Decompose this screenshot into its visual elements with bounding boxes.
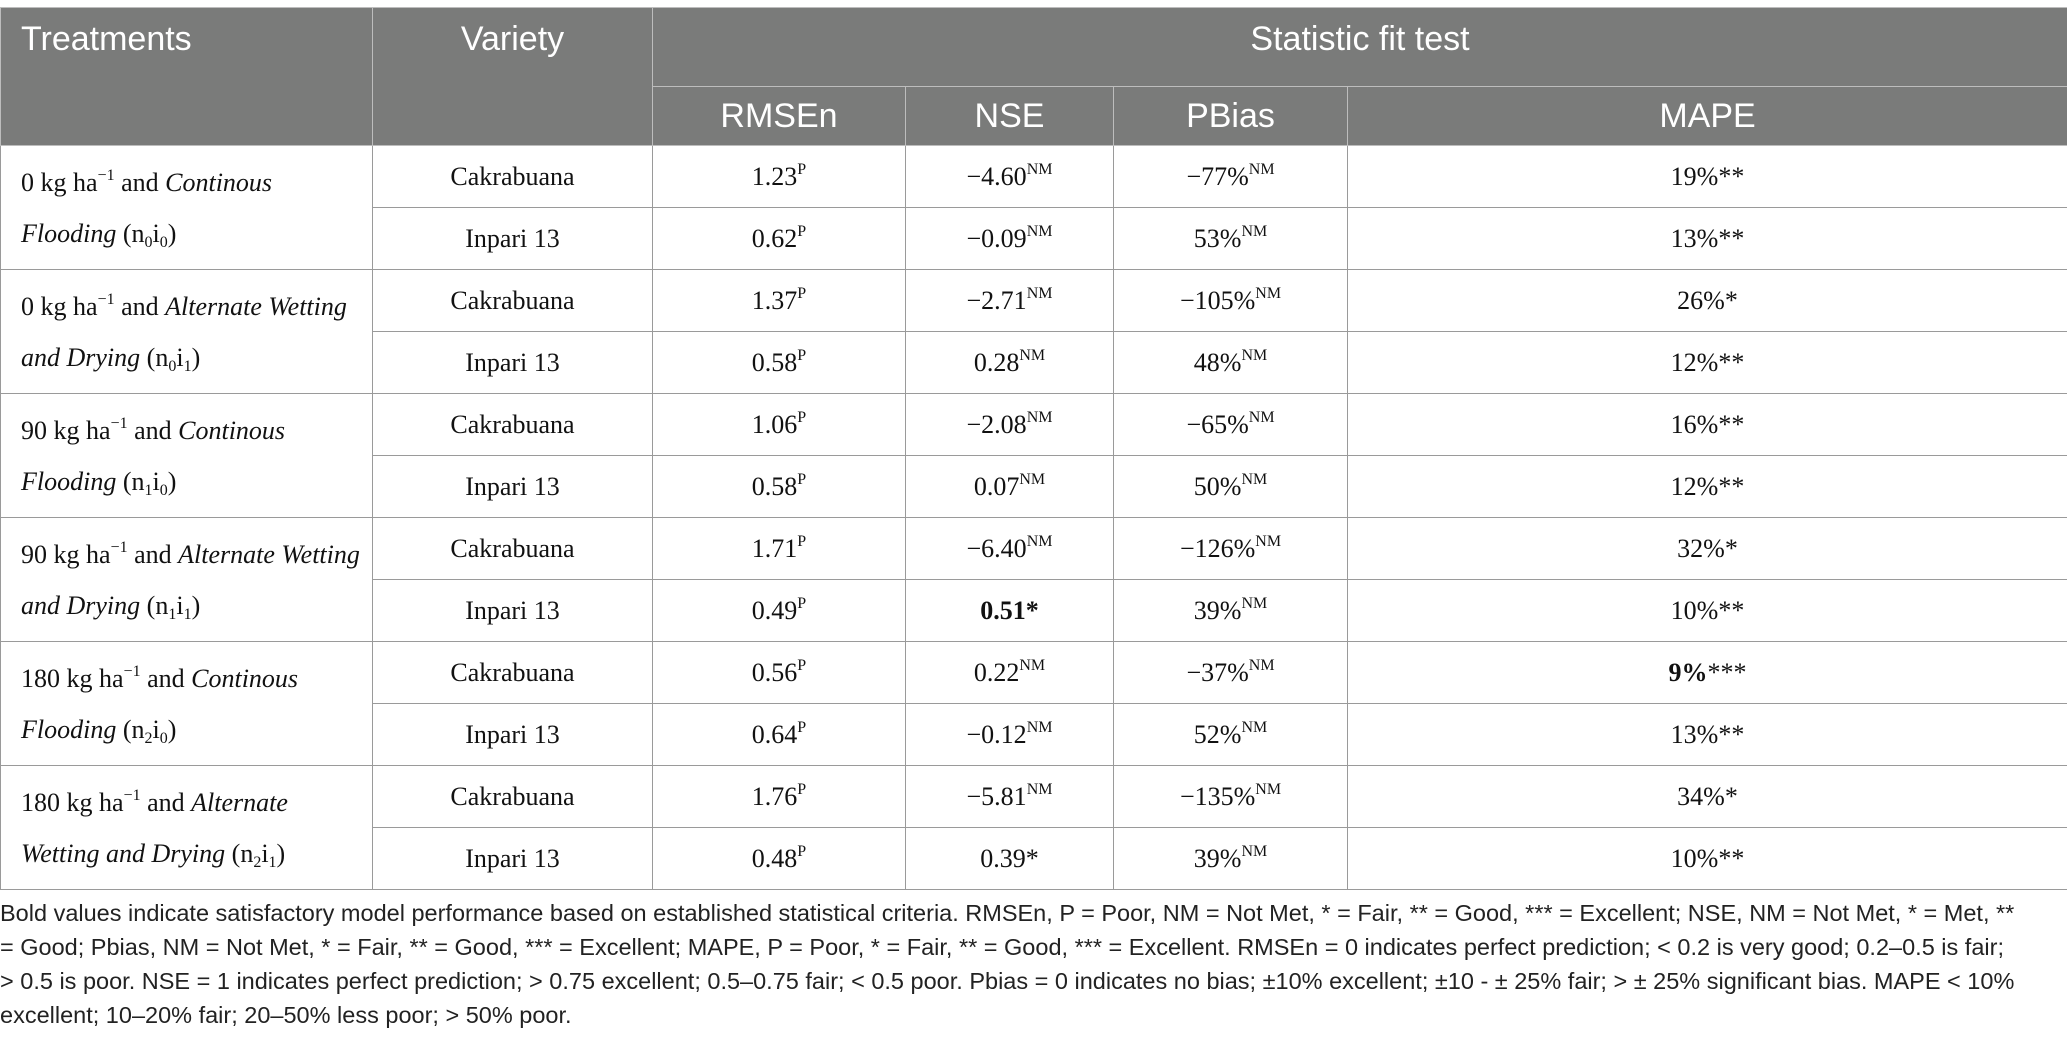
pbias-cell-rating: NM [1255,284,1282,302]
rmsen-cell-value: 0.56 [751,657,798,687]
nse-cell-rating: NM [1026,408,1053,426]
treatment-code-letter: n [131,714,145,744]
rmsen-cell [653,828,906,890]
mape-cell [1348,146,2067,208]
mape-cell-rating: ** [1718,223,1745,253]
nse-cell [906,270,1114,332]
pbias-cell-value: −135% [1179,781,1256,811]
mape-cell-rating: ** [1718,471,1745,501]
pbias-cell-rating: NM [1241,594,1268,612]
rmsen-cell-rating: P [797,656,807,674]
mape-cell-rating: ** [1718,843,1745,873]
rmsen-cell-value: 0.58 [751,471,798,501]
rmsen-cell-rating: P [797,160,807,178]
pbias-cell-rating: NM [1248,160,1275,178]
treatment-code-index: 2 [144,729,153,747]
treatment-method: Alternate Wetting and Drying [21,291,347,372]
rmsen-cell [653,580,906,642]
rmsen-cell-value: 1.23 [751,161,798,191]
treatment-method: Alternate Wetting and Drying [21,539,360,620]
treatment-dose-exponent: −1 [123,662,141,680]
mape-cell-value: 12% [1670,471,1719,501]
rmsen-cell [653,766,906,828]
pbias-cell-rating: NM [1255,780,1282,798]
treatment-code-index: 0 [159,233,168,251]
nse-cell [906,704,1114,766]
nse-cell-value: −2.08 [966,409,1027,439]
pbias-cell [1114,580,1348,642]
mape-cell-value: 12% [1670,347,1719,377]
treatment-and: and [114,167,166,197]
treatment-dose-exponent: −1 [97,166,115,184]
rmsen-cell-value: 1.76 [751,781,798,811]
variety-cell: Inpari 13 [373,828,653,890]
treatment-cell: 180 kg $ha^{-1}$ and Alternate Wetting and Drying $(n_2i_1)$ [1,766,373,890]
rmsen-cell-rating: P [797,842,807,860]
treatment-method: Continous Flooding [21,415,286,496]
header-mape: MAPE [1348,87,2067,146]
variety-cell: Inpari 13 [373,704,653,766]
pbias-cell-rating: NM [1248,408,1275,426]
treatment-method: Alternate Wetting and Drying [21,787,288,868]
treatment-code-index: 1 [144,481,153,499]
treatment-code-letter: i [261,838,269,868]
treatment-code-letter: i [176,342,184,372]
table-row [1,518,2067,580]
rmsen-cell [653,456,906,518]
variety-cell: Inpari 13 [373,208,653,270]
rmsen-cell [653,146,906,208]
treatment-and: and [127,415,179,445]
pbias-cell-rating: NM [1248,656,1275,674]
rmsen-cell [653,704,906,766]
treatment-cell: 0 kg $ha^{-1}$ and Continous Flooding $(n_0i_0)$ [1,146,373,270]
treatment-dose-exponent: −1 [110,538,128,556]
treatment-dose: 90 kg ha [21,539,111,569]
nse-cell-rating: NM [1026,532,1053,550]
pbias-cell [1114,518,1348,580]
rmsen-cell [653,642,906,704]
pbias-cell-rating: NM [1241,718,1268,736]
pbias-cell-value: 52% [1193,719,1242,749]
treatment-code-index: 0 [159,729,168,747]
pbias-cell [1114,456,1348,518]
treatment-code-index: 0 [144,233,153,251]
nse-cell-value: −4.60 [966,161,1027,191]
pbias-cell-rating: NM [1241,346,1268,364]
treatment-code-letter: i [176,590,184,620]
nse-cell-rating: NM [1019,470,1046,488]
nse-cell [906,208,1114,270]
nse-cell-value: 0.39* [980,843,1039,873]
nse-cell [906,518,1114,580]
pbias-cell [1114,146,1348,208]
treatment-dose-exponent: −1 [123,786,141,804]
treatment-code-letter: i [152,714,160,744]
pbias-cell-value: 53% [1193,223,1242,253]
pbias-cell-rating: NM [1241,842,1268,860]
nse-cell-value: −6.40 [966,533,1027,563]
pbias-cell [1114,332,1348,394]
treatment-code-letter: n [155,342,169,372]
table-row [1,270,2067,332]
header-pbias: PBias [1114,87,1348,146]
mape-cell-value: 13% [1670,223,1719,253]
mape-cell-value: 13% [1670,719,1719,749]
table-body [1,146,2067,890]
header-rmsen: RMSEn [653,87,906,146]
pbias-cell-value: 48% [1193,347,1242,377]
rmsen-cell-rating: P [797,408,807,426]
rmsen-cell [653,518,906,580]
nse-cell [906,394,1114,456]
mape-cell-value: 16% [1670,409,1719,439]
pbias-cell-rating: NM [1255,532,1282,550]
rmsen-cell-value: 0.48 [751,843,798,873]
variety-cell: Cakrabuana [373,270,653,332]
variety-cell: Cakrabuana [373,394,653,456]
pbias-cell-value: 39% [1193,595,1242,625]
treatment-code-index: 1 [168,605,177,623]
rmsen-cell-value: 1.06 [751,409,798,439]
rmsen-cell [653,208,906,270]
rmsen-cell-rating: P [797,594,807,612]
mape-cell-rating: *** [1707,657,1747,687]
rmsen-cell-rating: P [797,718,807,736]
treatment-code-index: 2 [253,853,262,871]
pbias-cell-value: 39% [1193,843,1242,873]
pbias-cell-value: −65% [1186,409,1249,439]
treatment-dose-exponent: −1 [110,414,128,432]
treatment-code-letter: i [152,218,160,248]
nse-cell [906,766,1114,828]
rmsen-cell-value: 1.37 [751,285,798,315]
treatment-and: and [140,787,192,817]
table-footnote: Bold values indicate satisfactory model performance based on established statistical criteria. RMSEn, P = Poor, NM = Not Met, * = Fair, ** = Good, *** = Excellent; NSE, NM = Not Met, * = Met, ** = Good; Pbias, NM = Not Met, * = Fair, ** = Good, *** = Excellent; MAPE, P = Poor, * = Fair, ** = Good, *** = Excellent. RMSEn = 0 indicates perfect prediction; < 0.2 is very good; 0.2–0.5 is fair; > 0.5 is poor. NSE = 1 indicates perfect prediction; > 0.75 excellent; 0.5–0.75 fair; < 0.5 poor. Pbias = 0 indicates no bias; ±10% excellent; ±10 - ± 25% fair; > ± 25% significant bias. MAPE < 10% excellent; 10–20% fair; 20–50% less poor; > 50% poor. [0,900,2015,1028]
mape-cell [1348,766,2067,828]
rmsen-cell-rating: P [797,346,807,364]
mape-cell-rating: ** [1718,595,1745,625]
pbias-cell-rating: NM [1241,222,1268,240]
mape-cell-rating: ** [1718,161,1745,191]
header-nse: NSE [906,87,1114,146]
nse-cell-value: 0.51* [980,595,1039,625]
variety-cell: Cakrabuana [373,642,653,704]
treatment-code-letter: n [155,590,169,620]
rmsen-cell-rating: P [797,284,807,302]
treatment-code-letter: n [240,838,254,868]
treatment-dose: 0 kg ha [21,167,98,197]
treatment-cell: 0 kg $ha^{-1}$ and Alternate Wetting and Drying $(n_0i_1)$ [1,270,373,394]
rmsen-cell [653,332,906,394]
treatment-and: and [127,539,179,569]
pbias-cell-rating: NM [1241,470,1268,488]
mape-cell-value: 9% [1668,657,1708,687]
header-variety: Variety [373,8,653,146]
mape-cell [1348,828,2067,890]
table-row [1,146,2067,208]
treatment-code-letter: n [131,466,145,496]
nse-cell-value: −2.71 [966,285,1027,315]
nse-cell-value: 0.28 [973,347,1020,377]
rmsen-cell-value: 0.49 [751,595,798,625]
pbias-cell [1114,208,1348,270]
mape-cell [1348,456,2067,518]
treatment-dose: 0 kg ha [21,291,98,321]
rmsen-cell-value: 0.62 [751,223,798,253]
mape-cell-rating: ** [1718,719,1745,749]
nse-cell-value: −0.12 [966,719,1027,749]
mape-cell-value: 19% [1670,161,1719,191]
table-row [1,394,2067,456]
nse-cell-rating: NM [1019,656,1046,674]
treatment-code-letter: i [152,466,160,496]
treatment-code-index: 1 [268,853,277,871]
rmsen-cell [653,394,906,456]
pbias-cell-value: −77% [1186,161,1249,191]
mape-cell-rating: ** [1718,409,1745,439]
treatment-code-letter: n [131,218,145,248]
mape-cell-value: 26%* [1677,285,1738,315]
nse-cell-value: 0.07 [973,471,1020,501]
results-table [0,7,2067,890]
rmsen-cell-value: 1.71 [751,533,798,563]
mape-cell [1348,580,2067,642]
treatment-and: and [114,291,166,321]
pbias-cell-value: −37% [1186,657,1249,687]
pbias-cell [1114,394,1348,456]
treatment-cell: 90 kg $ha^{-1}$ and Alternate Wetting and Drying $(n_1i_1)$ [1,518,373,642]
mape-cell-value: 10% [1670,843,1719,873]
treatment-method: Continous Flooding [21,167,273,248]
mape-cell-value: 10% [1670,595,1719,625]
rmsen-cell [653,270,906,332]
nse-cell [906,642,1114,704]
nse-cell [906,332,1114,394]
nse-cell-rating: NM [1026,160,1053,178]
nse-cell [906,828,1114,890]
mape-cell [1348,394,2067,456]
mape-cell [1348,208,2067,270]
rmsen-cell-value: 0.64 [751,719,798,749]
pbias-cell [1114,270,1348,332]
mape-cell [1348,642,2067,704]
rmsen-cell-rating: P [797,780,807,798]
pbias-cell-value: −105% [1179,285,1256,315]
rmsen-cell-rating: P [797,532,807,550]
nse-cell-value: −0.09 [966,223,1027,253]
treatment-dose: 180 kg ha [21,787,124,817]
mape-cell [1348,518,2067,580]
nse-cell-value: −5.81 [966,781,1027,811]
nse-cell-rating: NM [1019,346,1046,364]
pbias-cell [1114,642,1348,704]
treatment-and: and [140,663,192,693]
mape-cell-value: 32%* [1677,533,1738,563]
variety-cell: Inpari 13 [373,580,653,642]
nse-cell-rating: NM [1026,284,1053,302]
pbias-cell-value: −126% [1179,533,1256,563]
nse-cell-value: 0.22 [973,657,1020,687]
variety-cell: Cakrabuana [373,146,653,208]
variety-cell: Cakrabuana [373,518,653,580]
pbias-cell [1114,704,1348,766]
mape-cell [1348,332,2067,394]
mape-cell-value: 34%* [1677,781,1738,811]
rmsen-cell-rating: P [797,470,807,488]
treatment-dose: 180 kg ha [21,663,124,693]
table-row [1,766,2067,828]
pbias-cell [1114,828,1348,890]
mape-cell-rating: ** [1718,347,1745,377]
table-row [1,642,2067,704]
nse-cell [906,146,1114,208]
nse-cell-rating: NM [1026,718,1053,736]
nse-cell [906,456,1114,518]
treatment-code-index: 0 [159,481,168,499]
treatment-dose: 90 kg ha [21,415,111,445]
mape-cell [1348,704,2067,766]
treatment-code-index: 1 [183,357,192,375]
treatment-code-index: 1 [183,605,192,623]
header-treatments: Treatments [1,8,373,146]
treatment-cell: 90 kg $ha^{-1}$ and Continous Flooding $(n_1i_0)$ [1,394,373,518]
variety-cell: Cakrabuana [373,766,653,828]
variety-cell: Inpari 13 [373,332,653,394]
treatment-cell: 180 kg $ha^{-1}$ and Continous Flooding $(n_2i_0)$ [1,642,373,766]
treatment-code-index: 0 [168,357,177,375]
treatment-method: Continous Flooding [21,663,299,744]
nse-cell-rating: NM [1026,222,1053,240]
rmsen-cell-value: 0.58 [751,347,798,377]
mape-cell [1348,270,2067,332]
rmsen-cell-rating: P [797,222,807,240]
treatment-dose-exponent: −1 [97,290,115,308]
header-statistic-fit-test: Statistic fit test [653,8,2067,87]
pbias-cell [1114,766,1348,828]
pbias-cell-value: 50% [1193,471,1242,501]
nse-cell-rating: NM [1026,780,1053,798]
variety-cell: Inpari 13 [373,456,653,518]
nse-cell [906,580,1114,642]
